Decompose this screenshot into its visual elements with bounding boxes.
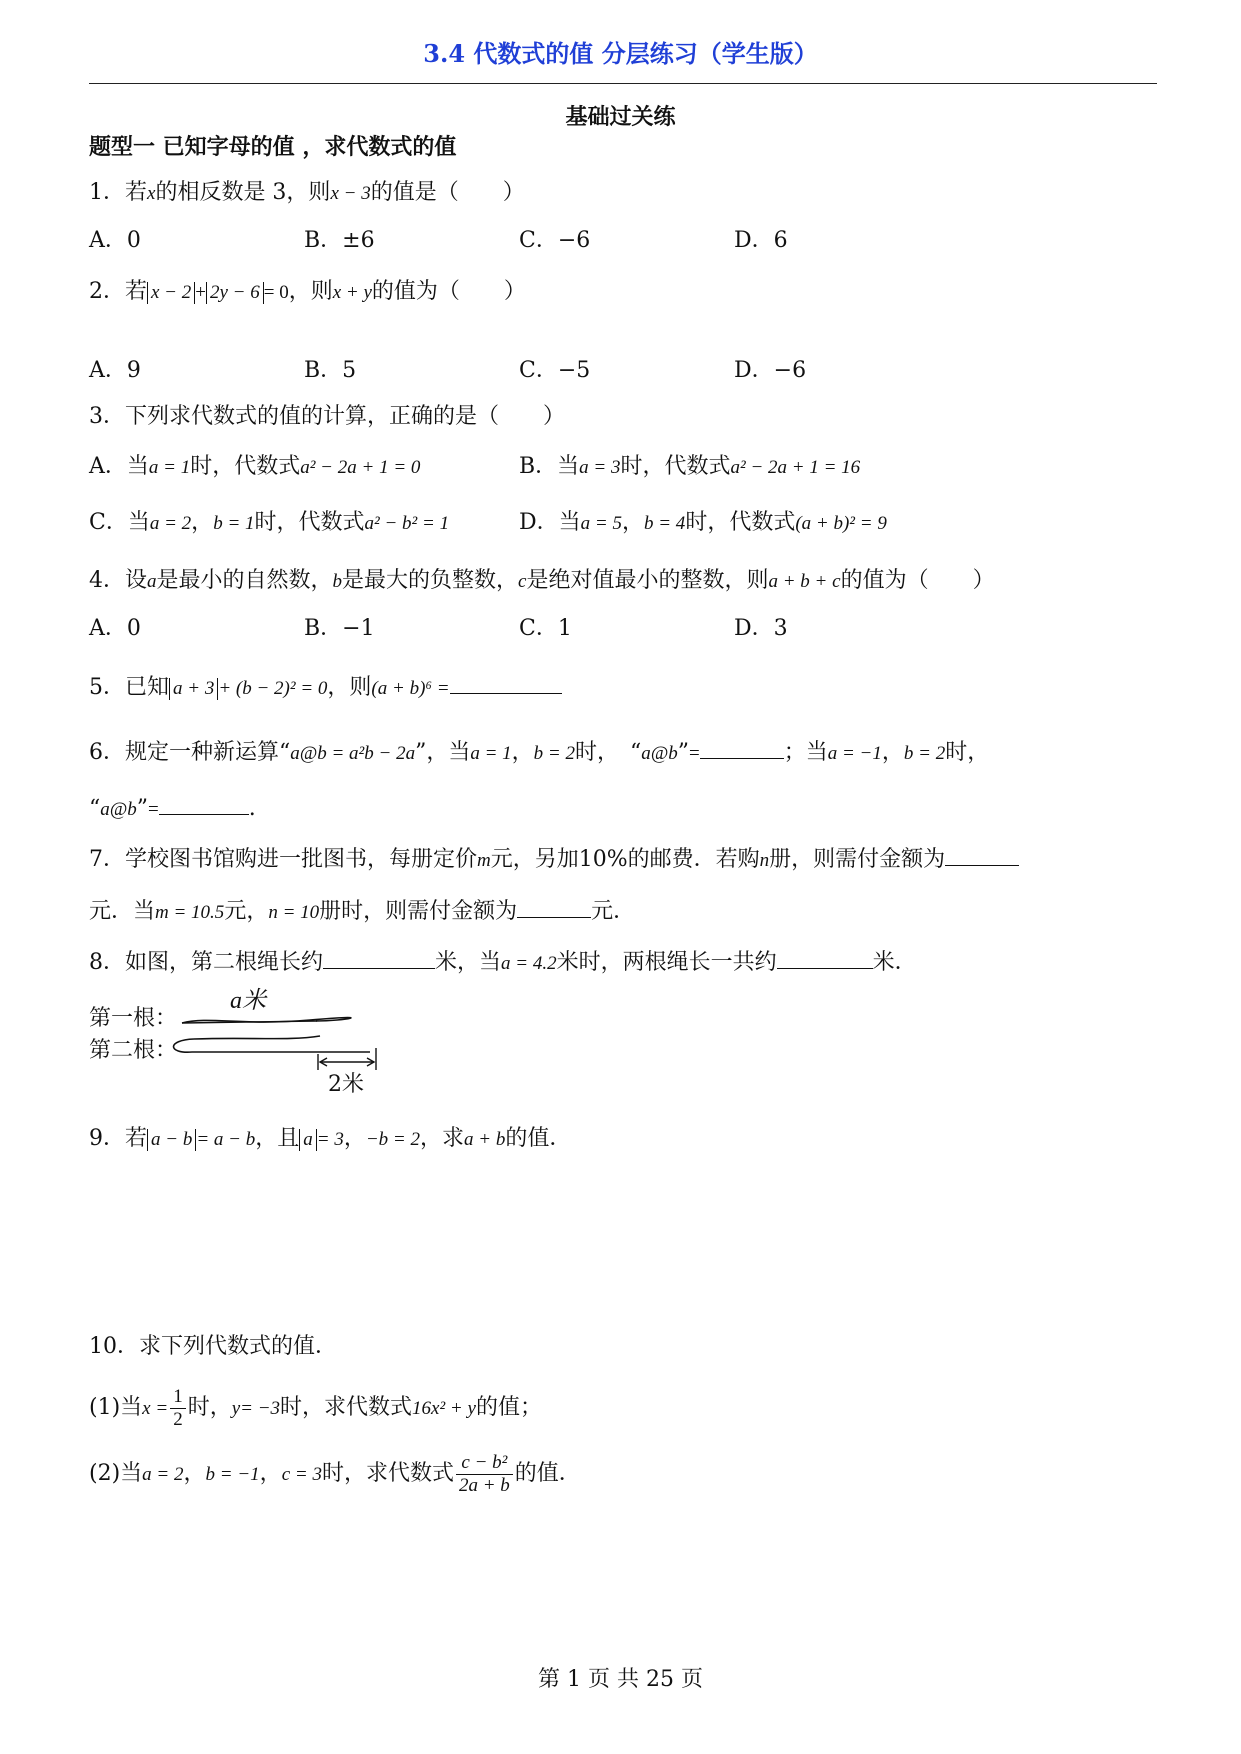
q2-option-b: B．5	[304, 358, 357, 383]
page-footer: 第 1 页 共 25 页	[538, 1667, 703, 1692]
q3-option-b: B．当a = 3时，代数式a² − 2a + 1 = 16	[519, 454, 861, 479]
section-title: 基础过关练	[565, 104, 676, 130]
q3-option-c: C．当a = 2，b = 1时，代数式a² − b² = 1	[89, 510, 450, 535]
q7-answer-blank-2[interactable]	[517, 895, 591, 918]
question-6-line-1: 6．规定一种新运算“a@b = a²b − 2a”，当a = 1，b = 2时， “a@b”= ；当a = −1，b = 2时，	[89, 736, 989, 769]
q4-option-b: B．−1	[304, 616, 375, 641]
document-title: 3.4 代数式的值 分层练习（学生版）	[423, 39, 818, 68]
q2-option-c: C．−5	[519, 358, 591, 383]
q6-answer-blank-1[interactable]	[700, 736, 784, 759]
q8-answer-blank-1[interactable]	[323, 946, 435, 969]
rope-1-length-label: a米	[230, 988, 266, 1014]
rope-2-label: 第二根：	[89, 1038, 178, 1063]
question-6-line-2: “a@b”= .	[89, 792, 256, 825]
question-8: 8．如图，第二根绳长约 米，当a = 4.2米时，两根绳长一共约 米．	[89, 946, 917, 979]
q4-option-a: A．0	[89, 616, 141, 641]
q2-option-d: D．−6	[734, 358, 807, 383]
rope-2-extra-label: 2米	[328, 1072, 364, 1097]
q8-answer-blank-2[interactable]	[777, 946, 873, 969]
q1-option-a: A．0	[89, 228, 141, 253]
question-9: 9．若 a − b = a − b，且 a = 3，−b = 2，求a + b的值．	[89, 1126, 572, 1151]
question-10: 10．求下列代数式的值．	[89, 1334, 337, 1359]
q3-option-d: D．当a = 5，b = 4时，代数式(a + b)² = 9	[519, 510, 887, 535]
q1-option-d: D．6	[734, 228, 788, 253]
rope-diagram	[170, 1010, 390, 1080]
q7-answer-blank-1[interactable]	[945, 843, 1019, 866]
question-5: 5．已知 a + 3 + (b − 2)² = 0，则(a + b)⁶ =	[89, 671, 562, 704]
rope-2	[174, 1039, 371, 1052]
q2-option-a: A．9	[89, 358, 141, 383]
question-4: 4．设a是最小的自然数，b是最大的负整数，c是绝对值最小的整数，则a + b + c的值为（ ）	[89, 568, 995, 593]
question-7-line-2: 元．当m = 10.5元，n = 10册时，则需付金额为 元．	[89, 895, 635, 928]
header-divider	[89, 83, 1157, 84]
q1-option-c: C．−6	[519, 228, 591, 253]
rope-1-line	[182, 1021, 317, 1023]
rope-2-top	[194, 1036, 320, 1039]
question-1: 1．若x的相反数是 3，则x − 3的值是（ ）	[89, 180, 525, 205]
q4-option-d: D．3	[734, 616, 788, 641]
q4-option-c: C．1	[519, 616, 572, 641]
q6-answer-blank-2[interactable]	[159, 792, 249, 815]
question-3: 3．下列求代数式的值的计算，正确的是（ ）	[89, 404, 565, 429]
q1-option-b: B．±6	[304, 228, 375, 253]
q5-answer-blank[interactable]	[450, 671, 562, 694]
question-type-title: 题型一 已知字母的值 ，求代数式的值	[89, 134, 457, 160]
question-10-part-1: (1)当x = $\frac{1}{2}$ 时，y= −3时，求代数式16x² + y的值；	[89, 1385, 542, 1430]
question-10-part-2: (2)当a = 2，b = −1，c = 3时，求代数式 $\frac{\text{c − b²}}{2a + b}$ 的值．	[89, 1451, 581, 1496]
rope-1-label: 第一根：	[89, 1006, 178, 1031]
question-7-line-1: 7．学校图书馆购进一批图书，每册定价m元，另加10%的邮费．若购n册，则需付金额为	[89, 843, 1019, 876]
q3-option-a: A．当a = 1时，代数式a² − 2a + 1 = 0	[89, 454, 421, 479]
question-2: 2．若 x − 2 + 2y − 6 = 0，则x + y的值为（ ）	[89, 279, 526, 304]
